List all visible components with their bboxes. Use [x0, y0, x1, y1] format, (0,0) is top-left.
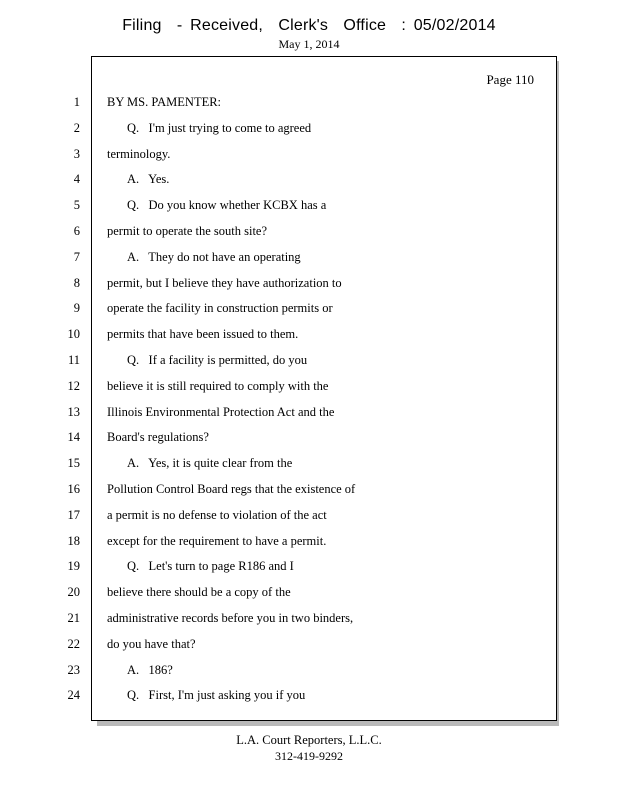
line-text: BY MS. PAMENTER: — [107, 95, 222, 109]
page-number: Page 110 — [486, 72, 534, 87]
line-text: permit to operate the south site? — [107, 224, 268, 238]
transcript-line — [0, 505, 618, 525]
transcript-line — [0, 479, 618, 499]
transcript-line — [0, 453, 618, 473]
line-text: A. Yes. — [127, 172, 170, 187]
line-text: believe there should be a copy of the — [107, 585, 291, 600]
transcript-line — [0, 660, 618, 680]
line-number: 12 — [67, 378, 80, 393]
line-number: 8 — [73, 275, 80, 290]
line-number: 7 — [73, 249, 80, 264]
line-number: 17 — [67, 507, 80, 522]
transcript-line — [0, 273, 618, 293]
line-number: 15 — [67, 456, 80, 471]
transcript-line — [0, 376, 618, 396]
line-number: 18 — [67, 533, 80, 548]
transcript-line — [0, 531, 618, 551]
line-number: 6 — [73, 224, 80, 238]
line-text: Q. If a facility is permitted, do you — [127, 353, 308, 367]
transcript-line — [0, 350, 618, 370]
header-date: May 1, 2014 — [278, 37, 340, 51]
transcript-line — [0, 92, 618, 112]
line-number: 2 — [73, 120, 80, 135]
line-number: 13 — [67, 404, 80, 419]
line-number: 16 — [67, 482, 80, 496]
line-number: 20 — [67, 585, 80, 600]
line-text: A. They do not have an operating — [127, 249, 301, 264]
line-number: 1 — [73, 95, 80, 109]
line-text: Q. Let's turn to page R186 and I — [127, 559, 294, 574]
line-number: 3 — [73, 146, 80, 161]
line-text: except for the requirement to have a permit. — [107, 533, 327, 548]
line-text: A. Yes, it is quite clear from the — [127, 456, 293, 471]
line-number: 5 — [73, 198, 80, 213]
line-text: Q. Do you know whether KCBX has a — [127, 198, 327, 213]
transcript-line — [0, 582, 618, 602]
transcript-line — [0, 118, 618, 138]
transcript-line — [0, 144, 618, 164]
line-number: 11 — [67, 353, 80, 367]
transcript-line — [0, 427, 618, 447]
transcript-line — [0, 298, 618, 318]
transcript-line — [0, 247, 618, 267]
filing-stamp: Filing - Received, Clerk's Office : 05/02/2014 — [122, 17, 496, 34]
line-text: Illinois Environmental Protection Act and the — [107, 404, 335, 419]
line-text: terminology. — [107, 146, 171, 161]
footer-phone: 312-419-9292 — [275, 749, 343, 763]
line-text: a permit is no defense to violation of the act — [107, 507, 327, 522]
transcript-line — [0, 556, 618, 576]
transcript-line — [0, 221, 618, 241]
line-number: 10 — [67, 327, 80, 342]
footer-company: L.A. Court Reporters, L.L.C. — [236, 733, 382, 747]
line-text: permits that have been issued to them. — [107, 327, 299, 342]
line-number: 9 — [73, 301, 80, 316]
line-number: 21 — [67, 611, 80, 625]
line-text: do you have that? — [107, 636, 196, 651]
line-text: A. 186? — [127, 662, 173, 677]
line-text: Board's regulations? — [107, 430, 209, 445]
line-text: permit, but I believe they have authorization to — [107, 275, 342, 290]
line-number: 23 — [67, 662, 80, 677]
line-text: Q. First, I'm just asking you if you — [127, 688, 306, 703]
line-number: 24 — [67, 688, 80, 703]
line-number: 14 — [67, 430, 80, 445]
transcript-line — [0, 608, 618, 628]
line-text: believe it is still required to comply with the — [107, 378, 329, 393]
transcript-line — [0, 195, 618, 215]
transcript-line — [0, 685, 618, 705]
transcript-line — [0, 634, 618, 654]
line-text: Q. I'm just trying to come to agreed — [127, 120, 312, 135]
line-text: Pollution Control Board regs that the existence of — [107, 482, 356, 496]
line-number: 22 — [67, 636, 80, 651]
line-number: 4 — [73, 172, 80, 187]
transcript-line — [0, 324, 618, 344]
line-text: administrative records before you in two binders, — [107, 611, 354, 625]
line-text: operate the facility in construction permits or — [107, 301, 333, 316]
line-number: 19 — [67, 559, 80, 574]
transcript-line — [0, 169, 618, 189]
transcript-line — [0, 402, 618, 422]
